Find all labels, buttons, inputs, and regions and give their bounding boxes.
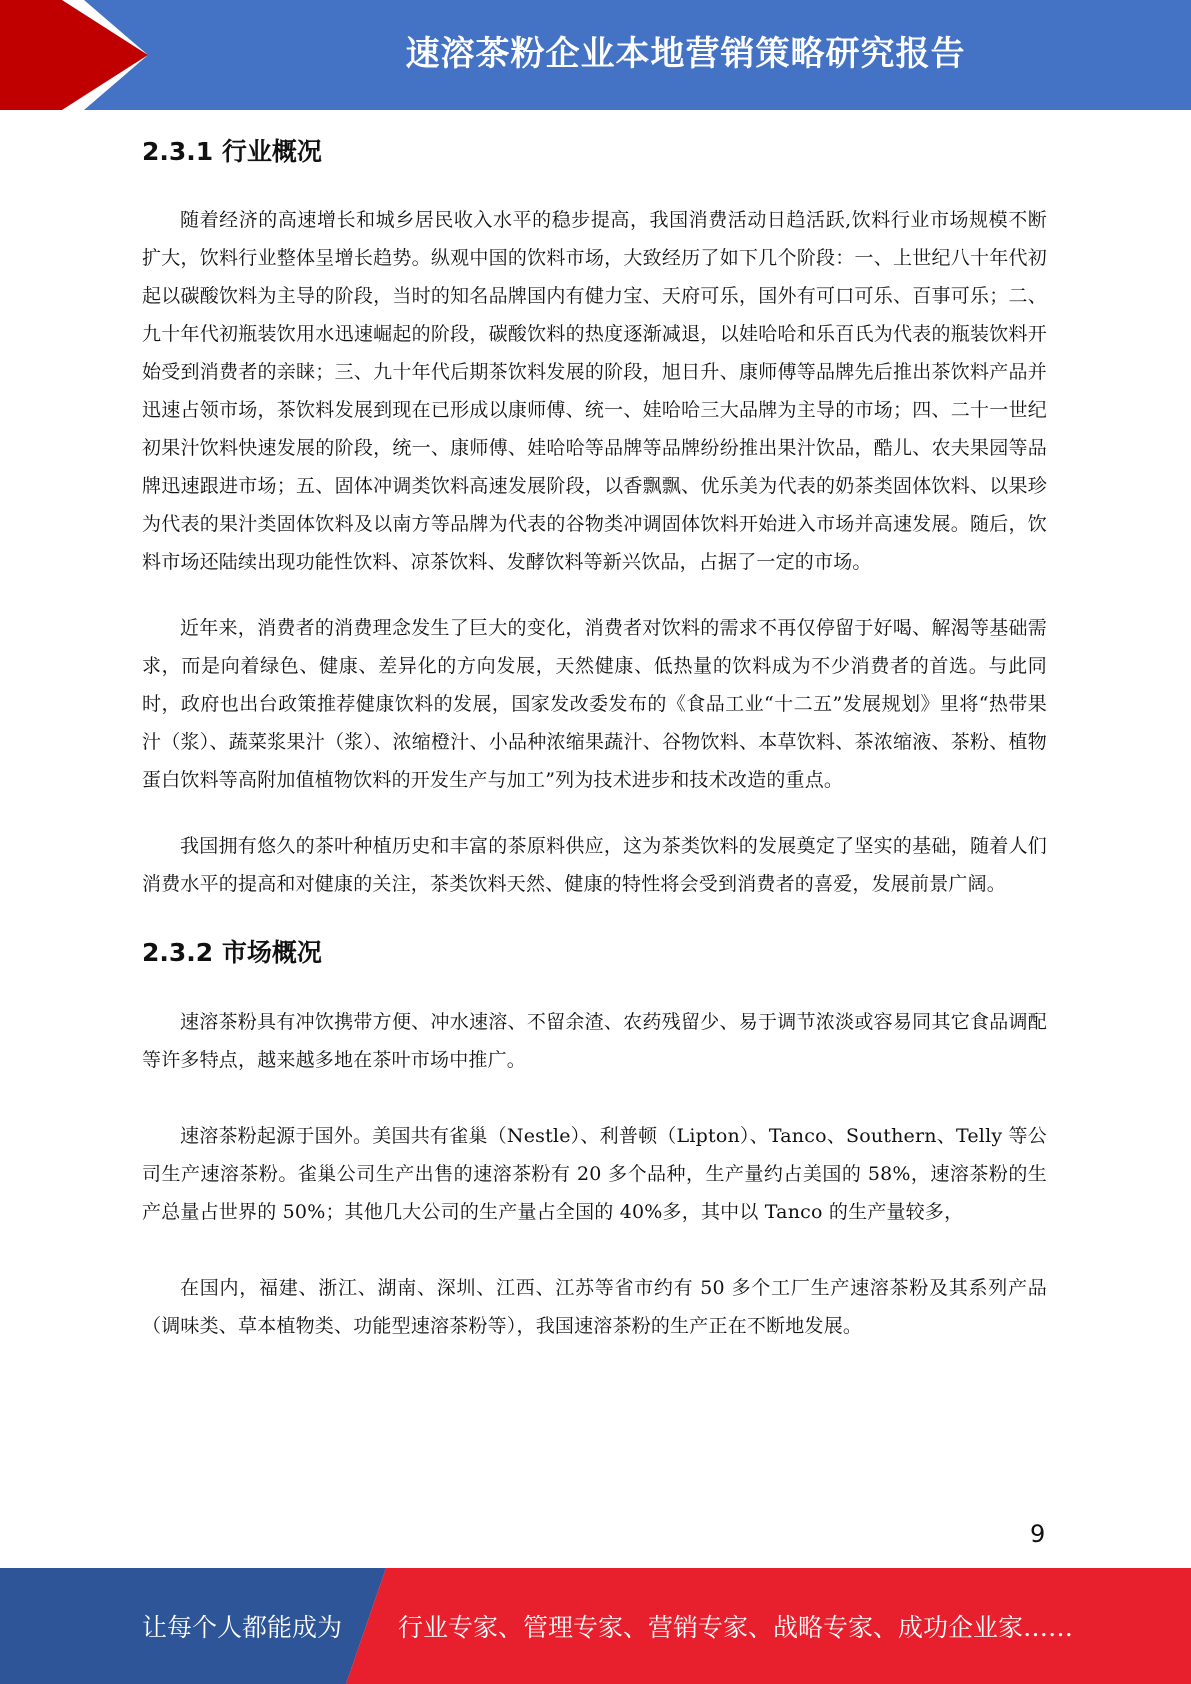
paragraph: 我国拥有悠久的茶叶种植历史和丰富的茶原料供应，这为茶类饮料的发展奠定了坚实的基础，随着人们消费水平的提高和对健康的关注，茶类饮料天然、健康的特性将会受到消费者的喜爱，发展前景广阔。 bbox=[142, 835, 1047, 895]
page-footer bbox=[0, 1568, 1191, 1684]
page-header bbox=[0, 0, 1191, 110]
paragraph: 近年来，消费者的消费理念发生了巨大的变化，消费者对饮料的需求不再仅停留于好喝、解渴等基础需求，而是向着绿色、健康、差异化的方向发展，天然健康、低热量的饮料成为不少消费者的首选。与此同时，政府也出台政策推荐健康饮料的发展，国家发改委发布的《食品工业“十二五”发展规划》里将“热带果汁（浆）、蔬菜浆果汁（浆）、浓缩橙汁、小品种浓缩果蔬汁、谷物饮料、本草饮料、茶浓缩液、茶粉、植物蛋白饮料等高附加值植物饮料的开发生产与加工”列为技术进步和技术改造的重点。 bbox=[142, 617, 1047, 791]
paragraph: 速溶茶粉具有冲饮携带方便、冲水速溶、不留余渣、农药残留少、易于调节浓淡或容易同其它食品调配等许多特点，越来越多地在茶叶市场中推广。 bbox=[142, 1011, 1047, 1071]
footer-slogan-right: 行业专家、管理专家、营销专家、战略专家、成功企业家…… bbox=[398, 1613, 1074, 1642]
section-heading-market: 2.3.2 市场概况 bbox=[142, 938, 322, 967]
report-title: 速溶茶粉企业本地营销策略研究报告 bbox=[405, 34, 966, 74]
page-content bbox=[142, 128, 1047, 1345]
paragraph: 速溶茶粉起源于国外。美国共有雀巢（Nestle）、利普顿（Lipton）、Tanco、Southern、Telly 等公司生产速溶茶粉。雀巢公司生产出售的速溶茶粉有 20 多个品种，生产量约占美国的 58%，速溶茶粉的生产总量占世界的 50%；其他几大公司的生产量占全国的 40%多，其中以 Tanco 的生产量较多， bbox=[142, 1125, 1047, 1223]
section-heading-industry: 2.3.1 行业概况 bbox=[142, 137, 322, 166]
paragraph: 在国内，福建、浙江、湖南、深圳、江西、江苏等省市约有 50 多个工厂生产速溶茶粉及其系列产品（调味类、草本植物类、功能型速溶茶粉等），我国速溶茶粉的生产正在不断地发展。 bbox=[142, 1277, 1047, 1337]
paragraph: 随着经济的高速增长和城乡居民收入水平的稳步提高，我国消费活动日趋活跃,饮料行业市场规模不断扩大，饮料行业整体呈增长趋势。纵观中国的饮料市场，大致经历了如下几个阶段：一、上世纪八十年代初起以碳酸饮料为主导的阶段，当时的知名品牌国内有健力宝、天府可乐，国外有可口可乐、百事可乐；二、九十年代初瓶装饮用水迅速崛起的阶段，碳酸饮料的热度逐渐减退，以娃哈哈和乐百氏为代表的瓶装饮料开始受到消费者的亲睐；三、九十年代后期茶饮料发展的阶段，旭日升、康师傅等品牌先后推出茶饮料产品并迅速占领市场，茶饮料发展到现在已形成以康师傅、统一、娃哈哈三大品牌为主导的市场；四、二十一世纪初果汁饮料快速发展的阶段，统一、康师傅、娃哈哈等品牌等品牌纷纷推出果汁饮品，酷儿、农夫果园等品牌迅速跟进市场；五、固体冲调类饮料高速发展阶段，以香飘飘、优乐美为代表的奶茶类固体饮料、以果珍为代表的果汁类固体饮料及以南方等品牌为代表的谷物类冲调固体饮料开始进入市场并高速发展。随后，饮料市场还陆续出现功能性饮料、凉茶饮料、发酵饮料等新兴饮品，占据了一定的市场。 bbox=[142, 209, 1047, 573]
page-number: 9 bbox=[1030, 1520, 1046, 1548]
footer-slogan-left: 让每个人都能成为 bbox=[142, 1613, 343, 1642]
